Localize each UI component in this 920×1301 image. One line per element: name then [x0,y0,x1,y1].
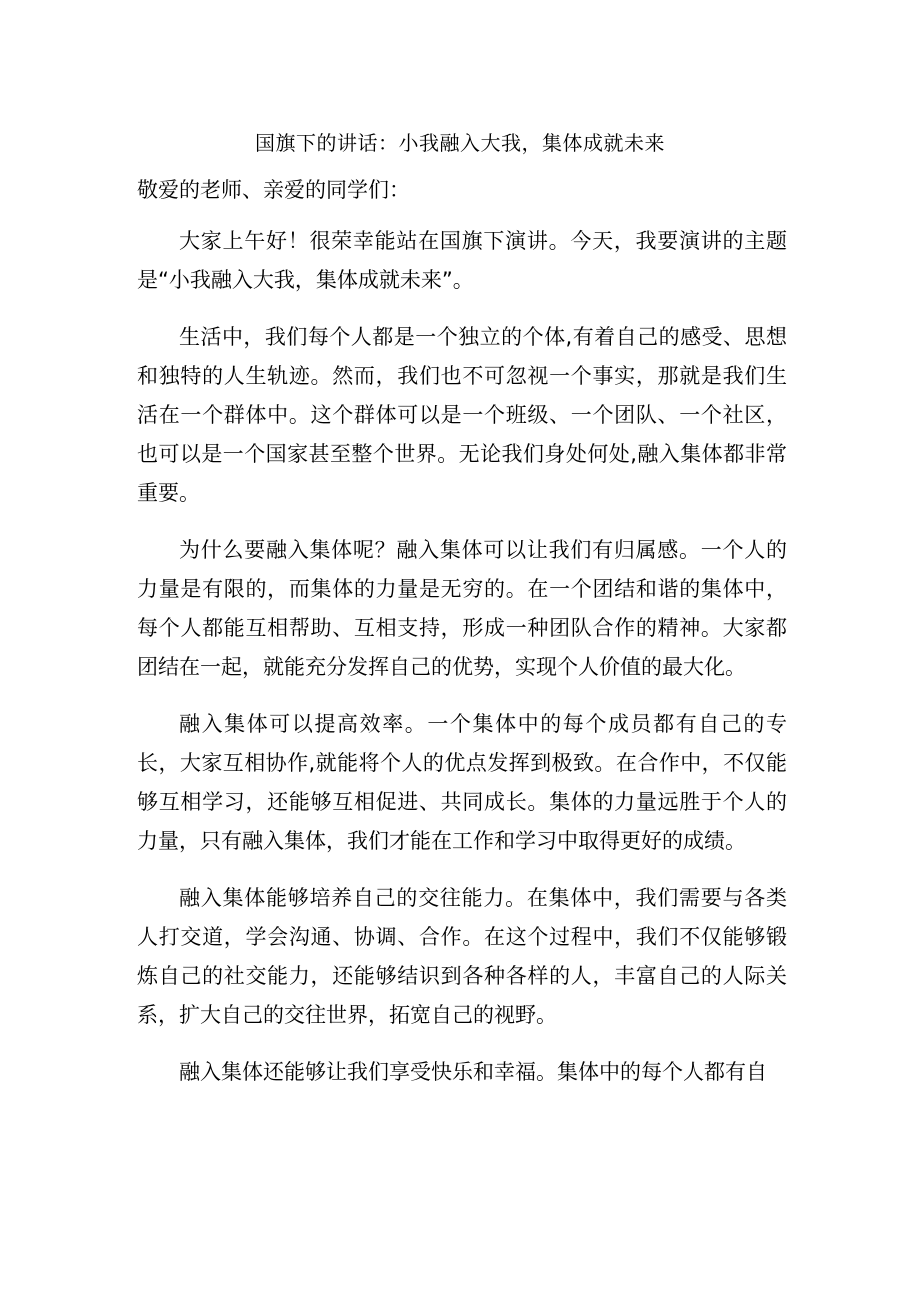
paragraph-efficiency: 融入集体可以提高效率。一个集体中的每个成员都有自己的专长，大家互相协作,就能将个人的优点发挥到极致。在合作中，不仅能够互相学习，还能够互相促进、共同成长。集体的力量远胜于个人的力量，只有融入集体，我们才能在工作和学习中取得更好的成绩。 [137,712,787,853]
paragraph-greeting: 大家上午好！很荣幸能站在国旗下演讲。今天，我要演讲的主题是“小我融入大我，集体成就未来”。 [137,229,787,292]
paragraph-social-skills: 融入集体能够培养自己的交往能力。在集体中，我们需要与各类人打交道，学会沟通、协调、合作。在这个过程中，我们不仅能够锻炼自己的社交能力，还能够结识到各种各样的人，丰富自己的人际关系，扩大自己的交往世界，拓宽自己的视野。 [137,886,787,1027]
salutation: 敬爱的老师、亲爱的同学们： [137,178,410,202]
paragraph-happiness: 融入集体还能够让我们享受快乐和幸福。集体中的每个人都有自 [179,1060,767,1084]
document-title: 国旗下的讲话：小我融入大我，集体成就未来 [255,131,665,155]
document-body [137,222,787,1110]
paragraph-belonging: 为什么要融入集体呢？融入集体可以让我们有归属感。一个人的力量是有限的，而集体的力量是无穷的。在一个团结和谐的集体中，每个人都能互相帮助、互相支持，形成一种团队合作的精神。大家都团结在一起，就能充分发挥自己的优势，实现个人价值的最大化。 [137,538,787,679]
paragraph-individual-and-group: 生活中，我们每个人都是一个独立的个体,有着自己的感受、思想和独特的人生轨迹。然而，我们也不可忽视一个事实，那就是我们生活在一个群体中。这个群体可以是一个班级、一个团队、一个社区，也可以是一个国家甚至整个世界。无论我们身处何处,融入集体都非常重要。 [137,325,787,505]
